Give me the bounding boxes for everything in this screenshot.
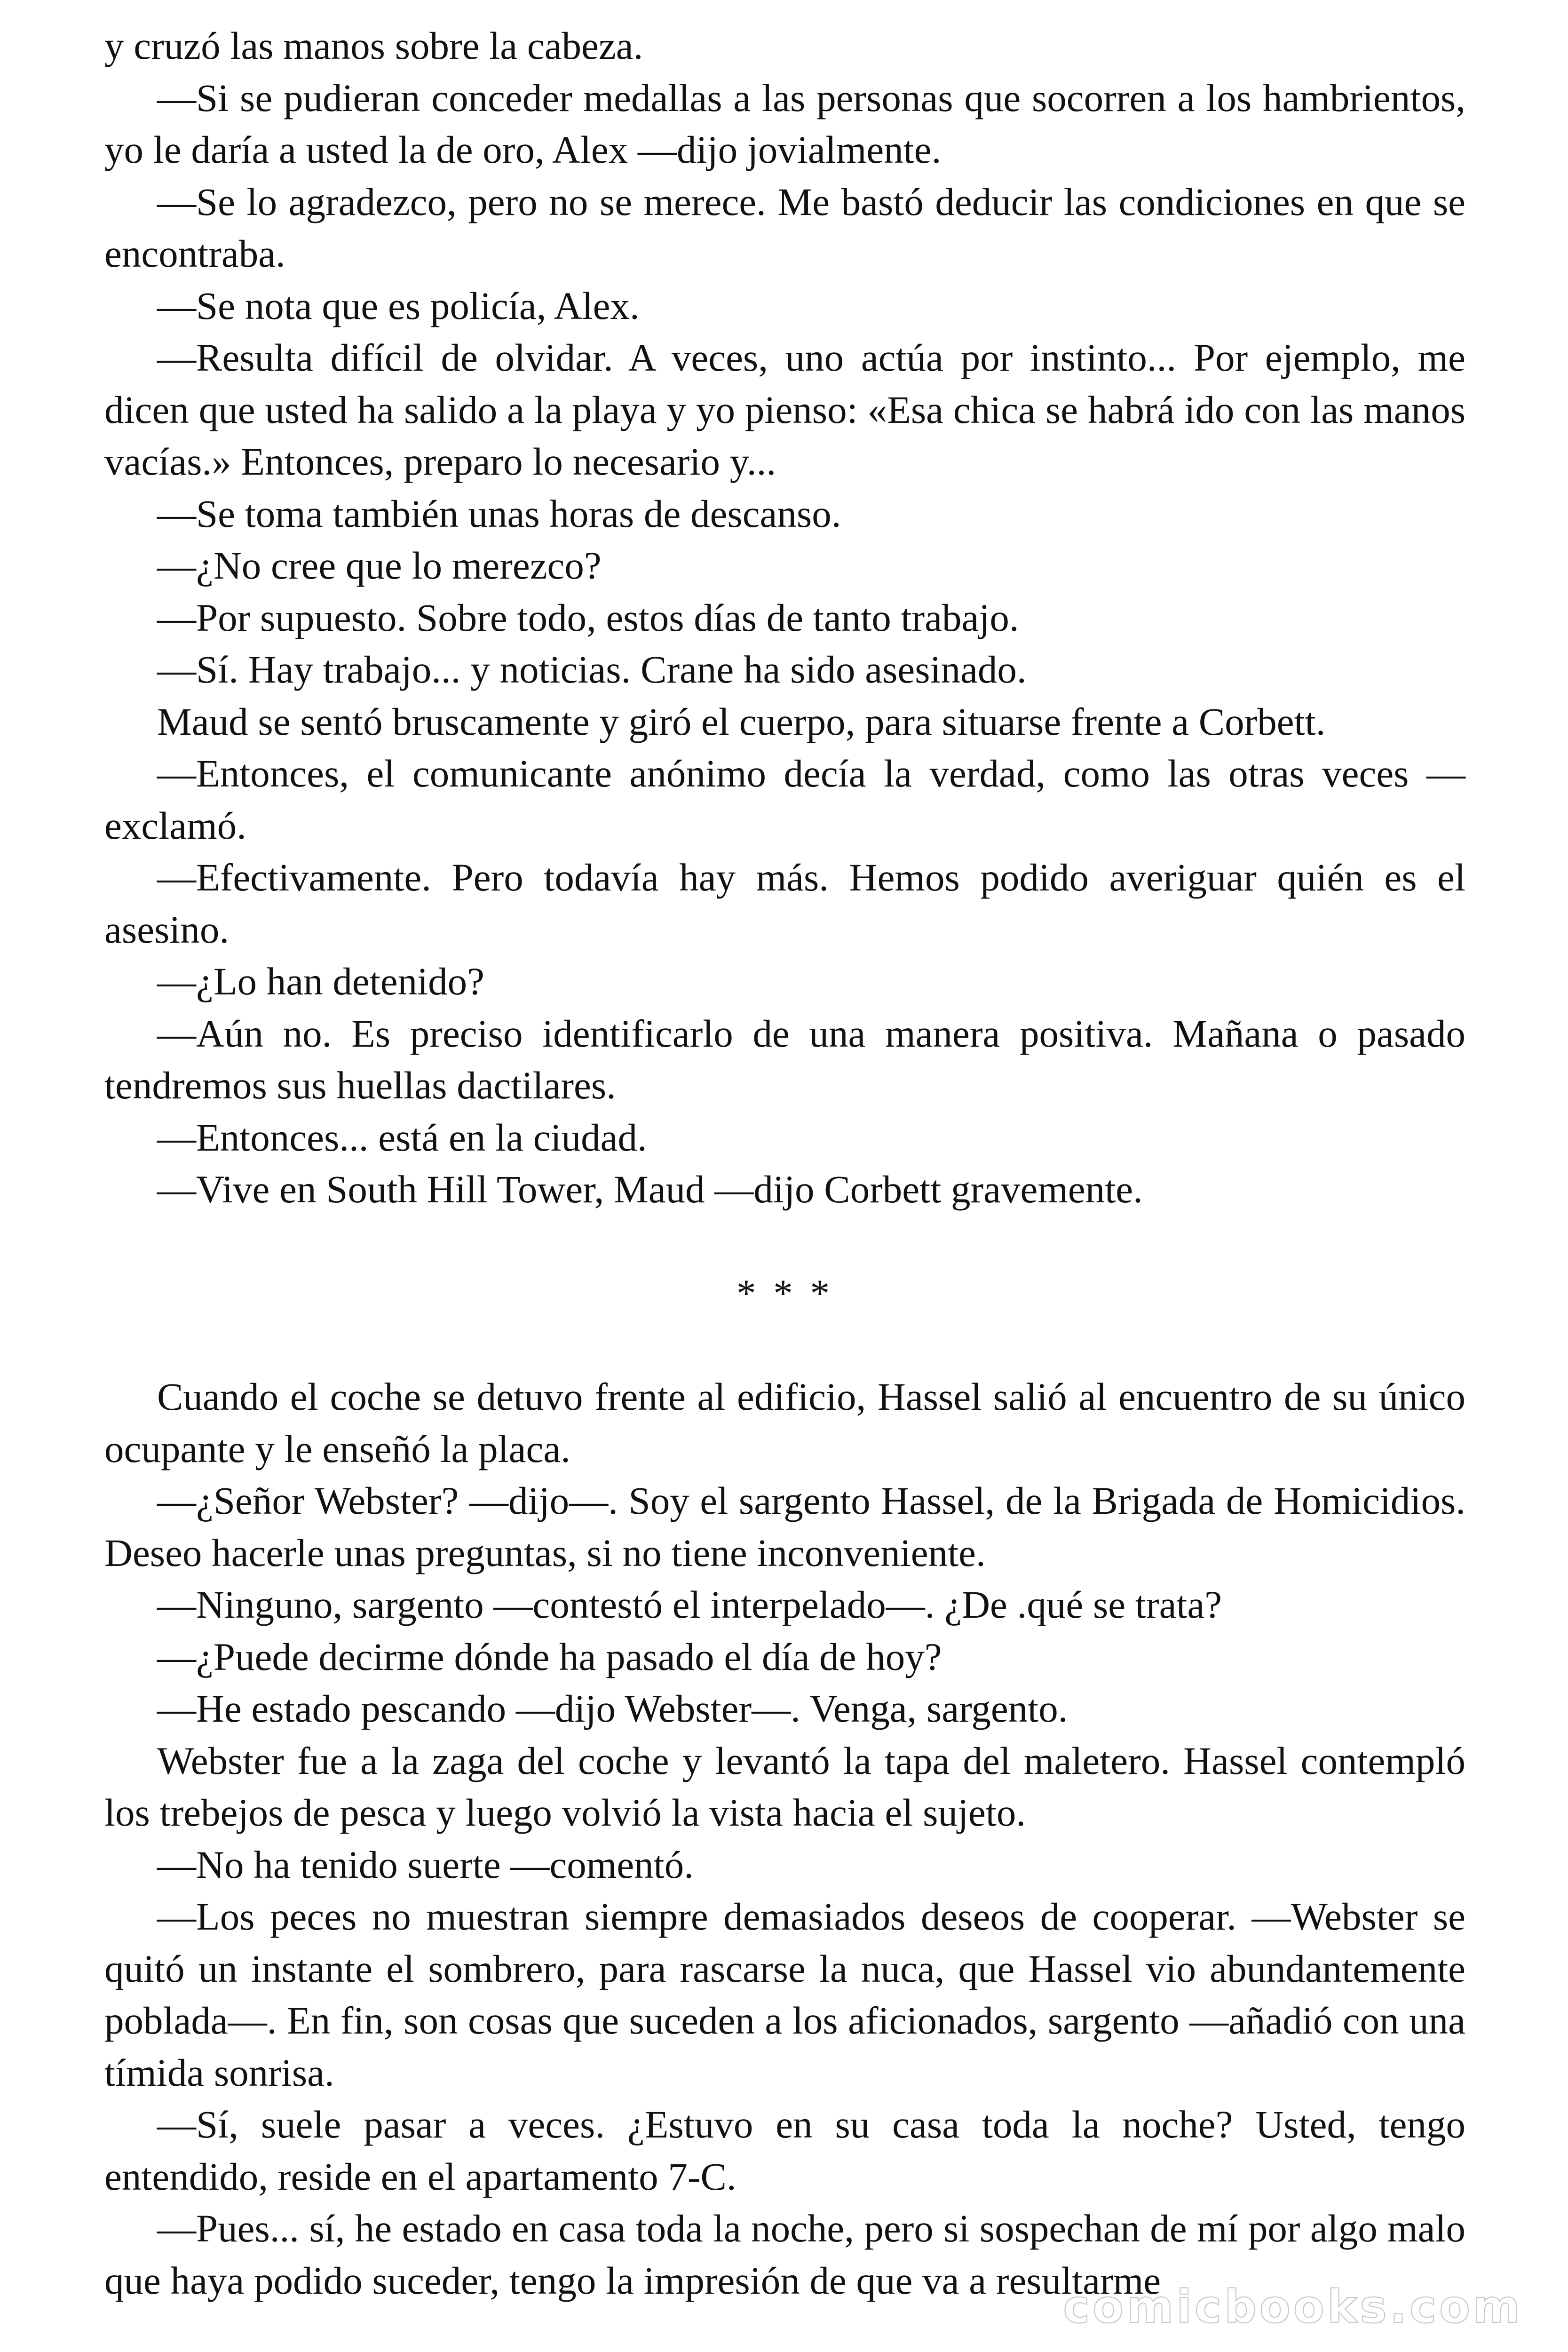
paragraph: —Si se pudieran conceder medallas a las personas que socorren a los hambrientos, yo le daría a usted la de oro, Alex —dijo jovialmente. bbox=[104, 76, 1465, 171]
paragraph: —Por supuesto. Sobre todo, estos días de tanto trabajo. bbox=[157, 596, 1019, 639]
paragraph: —Se toma también unas horas de descanso. bbox=[157, 492, 841, 535]
paragraph: —Pues... sí, he estado en casa toda la noche, pero si sospechan de mí por algo malo que haya podido suceder, tengo la impresión de que va a resultarme bbox=[104, 2207, 1465, 2302]
paragraph: —¿No cree que lo merezco? bbox=[157, 544, 602, 587]
paragraph: —Los peces no muestran siempre demasiados deseos de cooperar. —Webster se quitó un instante el sombrero, para rascarse la nuca, que Hassel vio abundantemente poblada—. En fin, son cosas que suceden a los aficionados, sargento —añadió con una tímida sonrisa. bbox=[104, 1895, 1465, 2094]
section-separator: * * * bbox=[736, 1271, 833, 1315]
paragraph: —Se nota que es policía, Alex. bbox=[157, 284, 640, 327]
page-body bbox=[104, 20, 1465, 2306]
paragraph: —Ninguno, sargento —contestó el interpelado—. ¿De .qué se trata? bbox=[157, 1583, 1222, 1626]
paragraph: —Entonces, el comunicante anónimo decía la verdad, como las otras veces —exclamó. bbox=[104, 752, 1465, 847]
paragraph: —No ha tenido suerte —comentó. bbox=[157, 1843, 694, 1886]
paragraph: —Efectivamente. Pero todavía hay más. Hemos podido averiguar quién es el asesino. bbox=[104, 856, 1465, 951]
paragraph: —Entonces... está en la ciudad. bbox=[157, 1115, 647, 1159]
paragraph: —Resulta difícil de olvidar. A veces, uno actúa por instinto... Por ejemplo, me dicen que usted ha salido a la playa y yo pienso: «Esa chica se habrá ido con las manos vacías.» Entonces, preparo lo necesario y... bbox=[104, 336, 1465, 483]
paragraph: —Sí, suele pasar a veces. ¿Estuvo en su casa toda la noche? Usted, tengo entendido, reside en el apartamento 7-C. bbox=[104, 2103, 1465, 2198]
paragraph: —Se lo agradezco, pero no se merece. Me bastó deducir las condiciones en que se encontraba. bbox=[104, 180, 1465, 275]
paragraph: —Aún no. Es preciso identificarlo de una manera positiva. Mañana o pasado tendremos sus huellas dactilares. bbox=[104, 1011, 1465, 1107]
paragraph: —Vive en South Hill Tower, Maud —dijo Corbett gravemente. bbox=[157, 1168, 1143, 1211]
paragraph: Cuando el coche se detuvo frente al edificio, Hassel salió al encuentro de su único ocupante y le enseñó la placa. bbox=[104, 1375, 1465, 1470]
paragraph: —He estado pescando —dijo Webster—. Venga, sargento. bbox=[157, 1687, 1068, 1730]
paragraph: Webster fue a la zaga del coche y levantó la tapa del maletero. Hassel contempló los trebejos de pesca y luego volvió la vista hacia el sujeto. bbox=[104, 1739, 1465, 1834]
paragraph: —Sí. Hay trabajo... y noticias. Crane ha sido asesinado. bbox=[157, 648, 1027, 691]
paragraph: —¿Señor Webster? —dijo—. Soy el sargento Hassel, de la Brigada de Homicidios. Deseo hacerle unas preguntas, si no tiene inconveniente. bbox=[104, 1479, 1465, 1574]
paragraph: —¿Lo han detenido? bbox=[157, 960, 485, 1003]
paragraph: y cruzó las manos sobre la cabeza. bbox=[104, 24, 643, 67]
watermark: comicbooks.com bbox=[1063, 2280, 1523, 2333]
paragraph: —¿Puede decirme dónde ha pasado el día de hoy? bbox=[157, 1635, 942, 1678]
paragraph: Maud se sentó bruscamente y giró el cuerpo, para situarse frente a Corbett. bbox=[157, 699, 1326, 743]
